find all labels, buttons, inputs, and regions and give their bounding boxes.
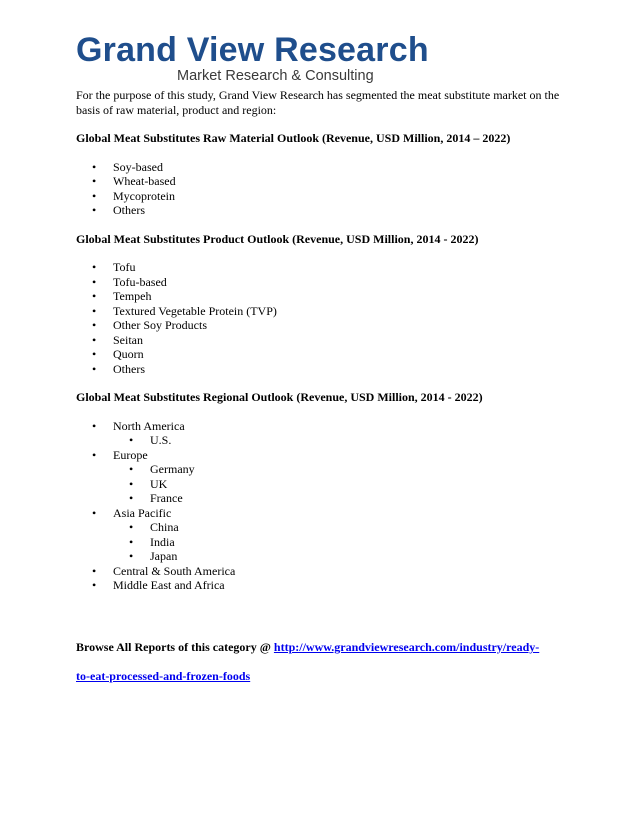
list-item: • Others	[76, 362, 576, 377]
list-item: • Seitan	[76, 333, 576, 348]
country-list	[113, 462, 576, 506]
country-item: • U.S.	[113, 433, 576, 448]
logo-subtitle: Market Research & Consulting	[177, 68, 374, 84]
region-label: North America	[113, 418, 185, 433]
country-list	[113, 433, 576, 448]
regional-list	[76, 419, 576, 593]
list-item: • Wheat-based	[76, 174, 576, 189]
country-item: • Japan	[113, 549, 576, 564]
product-heading: Global Meat Substitutes Product Outlook (Revenue, USD Million, 2014 - 2022)	[76, 231, 479, 246]
regional-heading: Global Meat Substitutes Regional Outlook (Revenue, USD Million, 2014 - 2022)	[76, 390, 483, 404]
list-item: • Tofu-based	[76, 275, 576, 290]
raw-material-list	[76, 160, 576, 218]
region-label: Europe	[113, 447, 148, 462]
country-item: • UK	[113, 477, 576, 492]
region-item	[76, 564, 576, 579]
list-item: • Tempeh	[76, 289, 576, 304]
list-item: • Soy-based	[76, 160, 576, 175]
list-item: • Quorn	[76, 347, 576, 362]
list-item: • Mycoprotein	[76, 189, 576, 204]
document-body	[76, 88, 576, 607]
region-item	[76, 578, 576, 593]
list-item: • Other Soy Products	[76, 318, 576, 333]
list-item: • Textured Vegetable Protein (TVP)	[76, 304, 576, 319]
list-item: • Others	[76, 203, 576, 218]
category-link-part2[interactable]: to-eat-processed-and-frozen-foods	[76, 669, 251, 683]
region-label: Asia Pacific	[113, 505, 172, 520]
category-link-part1[interactable]: http://www.grandviewresearch.com/industry/ready-	[273, 640, 540, 654]
region-item	[76, 448, 576, 506]
country-list	[113, 520, 576, 564]
list-item: • Tofu	[76, 260, 576, 275]
raw-material-heading: Global Meat Substitutes Raw Material Outlook (Revenue, USD Million, 2014 – 2022)	[76, 131, 511, 145]
country-item: • France	[113, 491, 576, 506]
intro-paragraph: For the purpose of this study, Grand View Research has segmented the meat substitute market on the basis of raw material, product and region:	[76, 88, 560, 117]
logo-title: Grand View Research	[76, 31, 429, 69]
company-logo	[76, 30, 429, 86]
region-label: Middle East and Africa	[113, 578, 225, 592]
browse-prefix: Browse All Reports of this category @	[76, 640, 274, 654]
country-item: • India	[113, 535, 576, 550]
region-label: Central & South America	[113, 563, 236, 578]
region-item	[76, 419, 576, 448]
product-list	[76, 260, 576, 376]
country-item: • China	[113, 520, 576, 535]
region-item	[76, 506, 576, 564]
browse-reports	[76, 640, 576, 684]
country-item: • Germany	[113, 462, 576, 477]
